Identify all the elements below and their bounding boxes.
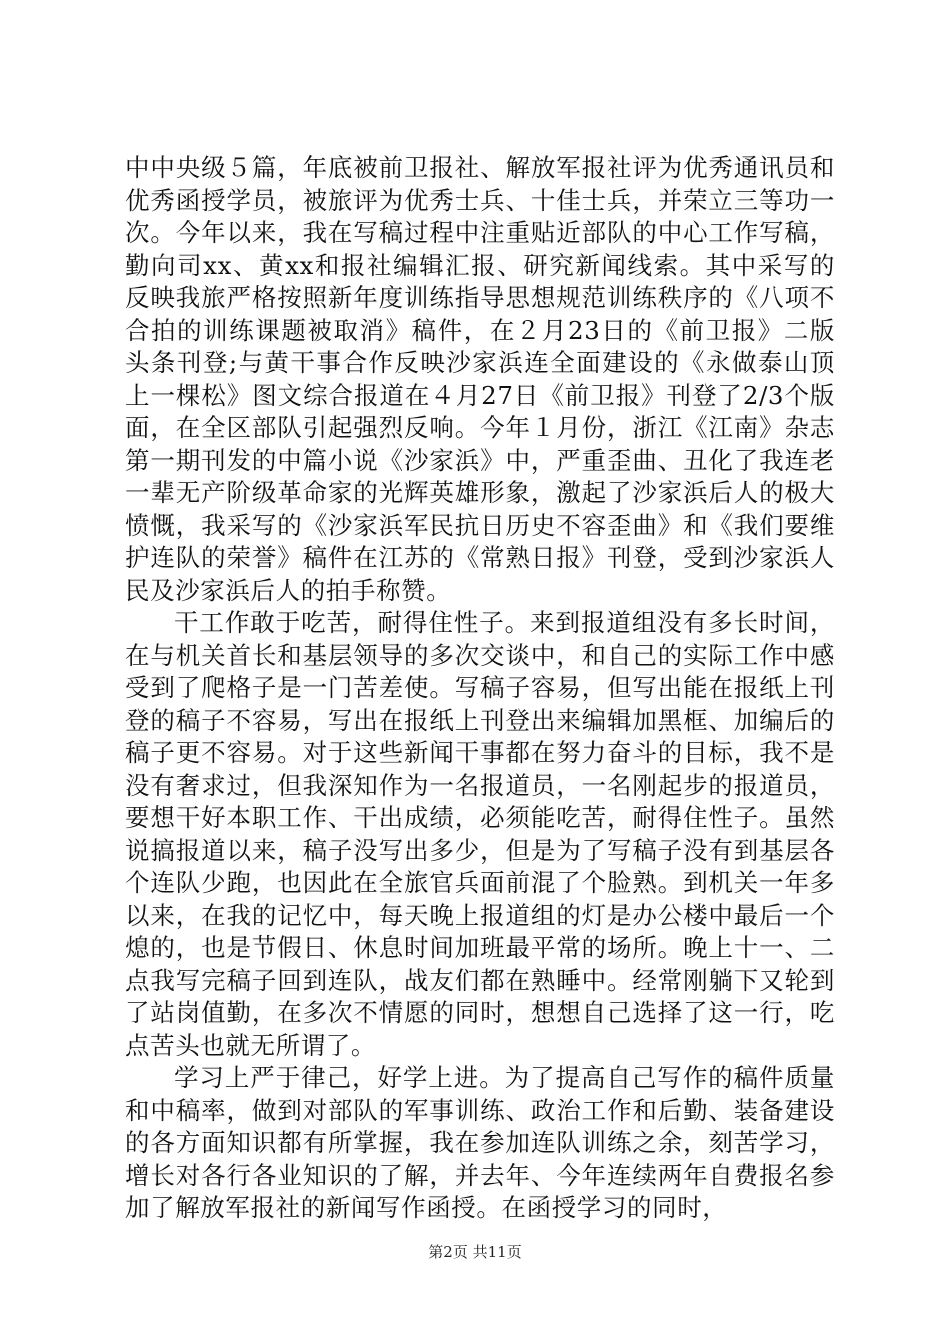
document-body <box>125 152 835 1225</box>
paragraph-1: 中中央级５篇，年底被前卫报社、解放军报社评为优秀通讯员和优秀函授学员，被旅评为优秀士兵、十佳士兵，并荣立三等功一次。今年以来，我在写稿过程中注重贴近部队的中心工作写稿，勤向司xx、黄xx和报社编辑汇报、研究新闻线索。其中采写的反映我旅严格按照新年度训练指导思想规范训练秩序的《八项不合拍的训练课题被取消》稿件，在２月23日的《前卫报》二版头条刊登;与黄干事合作反映沙家浜连全面建设的《永做泰山顶上一棵松》图文综合报道在４月27日《前卫报》刊登了2/3个版面，在全区部队引起强烈反响。今年１月份，浙江《江南》杂志第一期刊发的中篇小说《沙家浜》中，严重歪曲、丑化了我连老一辈无产阶级革命家的光辉英雄形象，激起了沙家浜后人的极大愤慨，我采写的《沙家浜军民抗日历史不容歪曲》和《我们要维护连队的荣誉》稿件在江苏的《常熟日报》刊登，受到沙家浜人民及沙家浜后人的拍手称赞。 <box>125 153 835 605</box>
paragraph-3: 学习上严于律己，好学上进。为了提高自己写作的稿件质量和中稿率，做到对部队的军事训练、政治工作和后勤、装备建设的各方面知识都有所掌握，我在参加连队训练之余，刻苦学习，增长对各行各业知识的了解，并去年、今年连续两年自费报名参加了解放军报社的新闻写作函授。在函授学习的同时， <box>125 1063 835 1222</box>
page-number-footer: 第2页 共11页 <box>428 1243 522 1261</box>
paragraph-2: 干工作敢于吃苦，耐得住性子。来到报道组没有多长时间，在与机关首长和基层领导的多次交谈中，和自己的实际工作中感受到了爬格子是一门苦差使。写稿子容易，但写出能在报纸上刊登的稿子不容易，写出在报纸上刊登出来编辑加黑框、加编后的稿子更不容易。对于这些新闻干事都在努力奋斗的目标，我不是没有奢求过，但我深知作为一名报道员，一名刚起步的报道员，要想干好本职工作、干出成绩，必须能吃苦，耐得住性子。虽然说搞报道以来，稿子没写出多少，但是为了写稿子没有到基层各个连队少跑，也因此在全旅官兵面前混了个脸熟。到机关一年多以来，在我的记忆中，每天晚上报道组的灯是办公楼中最后一个熄的，也是节假日、休息时间加班最平常的场所。晚上十一、二点我写完稿子回到连队，战友们都在熟睡中。经常刚躺下又轮到了站岗值勤，在多次不情愿的同时，想想自己选择了这一行，吃点苦头也就无所谓了。 <box>125 608 835 1060</box>
